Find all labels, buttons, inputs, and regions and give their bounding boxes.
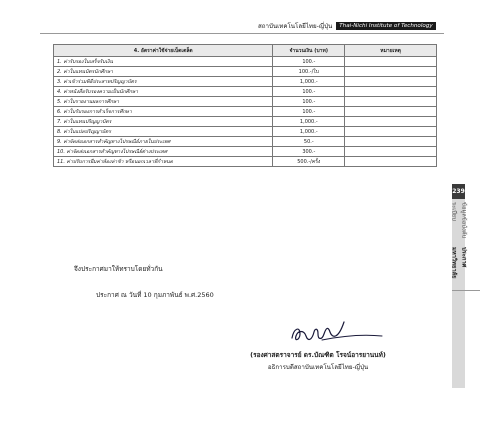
fee-amount: 1,000.- [273, 77, 345, 87]
table-row [54, 127, 437, 137]
fee-note [345, 137, 437, 147]
side-divider [452, 290, 480, 291]
column-header-item: 4. อัตราค่าใช้จ่ายเบ็ดเตล็ด [54, 45, 273, 57]
table-row [54, 147, 437, 157]
fee-item: 5. ค่าใบรายงานผลการศึกษา [54, 97, 273, 107]
signature-image [282, 318, 392, 348]
fee-amount: 100.- [273, 57, 345, 67]
fee-note [345, 127, 437, 137]
fee-item: 6. ค่าใบรับรองการสำเร็จการศึกษา [54, 107, 273, 117]
fee-note [345, 67, 437, 77]
table-row [54, 107, 437, 117]
fee-note [345, 147, 437, 157]
announcement-text: จึงประกาศมาให้ทราบโดยทั่วกัน [74, 265, 163, 273]
fee-item: 3. ค่าเข้าร่วมพิธีประสาทปริญญาบัตร [54, 77, 273, 87]
page-number: 239 [452, 184, 465, 199]
fee-note [345, 97, 437, 107]
fee-note [345, 157, 437, 167]
header-divider [40, 33, 444, 34]
fee-amount: 1,000.- [273, 127, 345, 137]
fee-amount: 500.-/ครั้ง [273, 157, 345, 167]
fee-item: 9. ค่าจัดส่งเอกสารสำคัญทางไปรษณีย์ภายในประเทศ [54, 137, 273, 147]
table-header-row [54, 45, 437, 57]
fee-table [53, 44, 437, 167]
table-row [54, 117, 437, 127]
table-row [54, 57, 437, 67]
table-row [54, 67, 437, 77]
fee-item: 7. ค่าใบแทนปริญญาบัตร [54, 117, 273, 127]
fee-item: 11. ค่าปรับการยืมค่าห้องล่าช้า หรือนอกเวลาที่กำหนด [54, 157, 273, 167]
document-header [258, 20, 444, 32]
institute-name-thai: สถาบันเทคโนโลยีไทย-ญี่ปุ่น [258, 23, 333, 30]
fee-item: 4. ค่าหนังสือรับรองความเป็นนักศึกษา [54, 87, 273, 97]
fee-note [345, 87, 437, 97]
signer-title: อธิการบดีสถาบันเทคโนโลยีไทย-ญี่ปุ่น [267, 364, 369, 371]
fee-item: 1. ค่ารับรองใบเสร็จรับเงิน [54, 57, 273, 67]
table-row [54, 77, 437, 87]
fee-item: 2. ค่าใบแทนบัตรนักศึกษา [54, 67, 273, 77]
table-row [54, 87, 437, 97]
fee-amount: 100.- [273, 97, 345, 107]
fee-amount: 100.- [273, 87, 345, 97]
fee-item: 10. ค่าจัดส่งเอกสารสำคัญทางไปรษณีย์ต่างประเทศ [54, 147, 273, 157]
table-row [54, 137, 437, 147]
fee-note [345, 77, 437, 87]
side-tab-label [452, 202, 465, 282]
institute-name-english: Thai-Nichi Institute of Technology [336, 22, 435, 30]
table-row [54, 157, 437, 167]
fee-note [345, 57, 437, 67]
fee-amount: 100.- [273, 107, 345, 117]
side-tab-text-bold: ประกาศมหาวิทยาลัย [450, 246, 467, 279]
fee-amount: 100.-/ใบ [273, 67, 345, 77]
fee-amount: 300.- [273, 147, 345, 157]
side-tab-text-light: ข้อมูลข้อบังคับ ระเบียบ [450, 202, 467, 239]
signer-name: (รองศาสตราจารย์ ดร.บัณฑิต โรจน์อารยานนท์) [250, 351, 386, 359]
column-header-note: หมายเหตุ [345, 45, 437, 57]
fee-amount: 50.- [273, 137, 345, 147]
fee-amount: 1,000.- [273, 117, 345, 127]
column-header-amount: จำนวนเงิน (บาท) [273, 45, 345, 57]
fee-note [345, 117, 437, 127]
date-line: ประกาศ ณ วันที่ 10 กุมภาพันธ์ พ.ศ.2560 [96, 291, 214, 299]
fee-note [345, 107, 437, 117]
fee-item: 8. ค่าใบแปลปริญญาบัตร [54, 127, 273, 137]
table-row [54, 97, 437, 107]
